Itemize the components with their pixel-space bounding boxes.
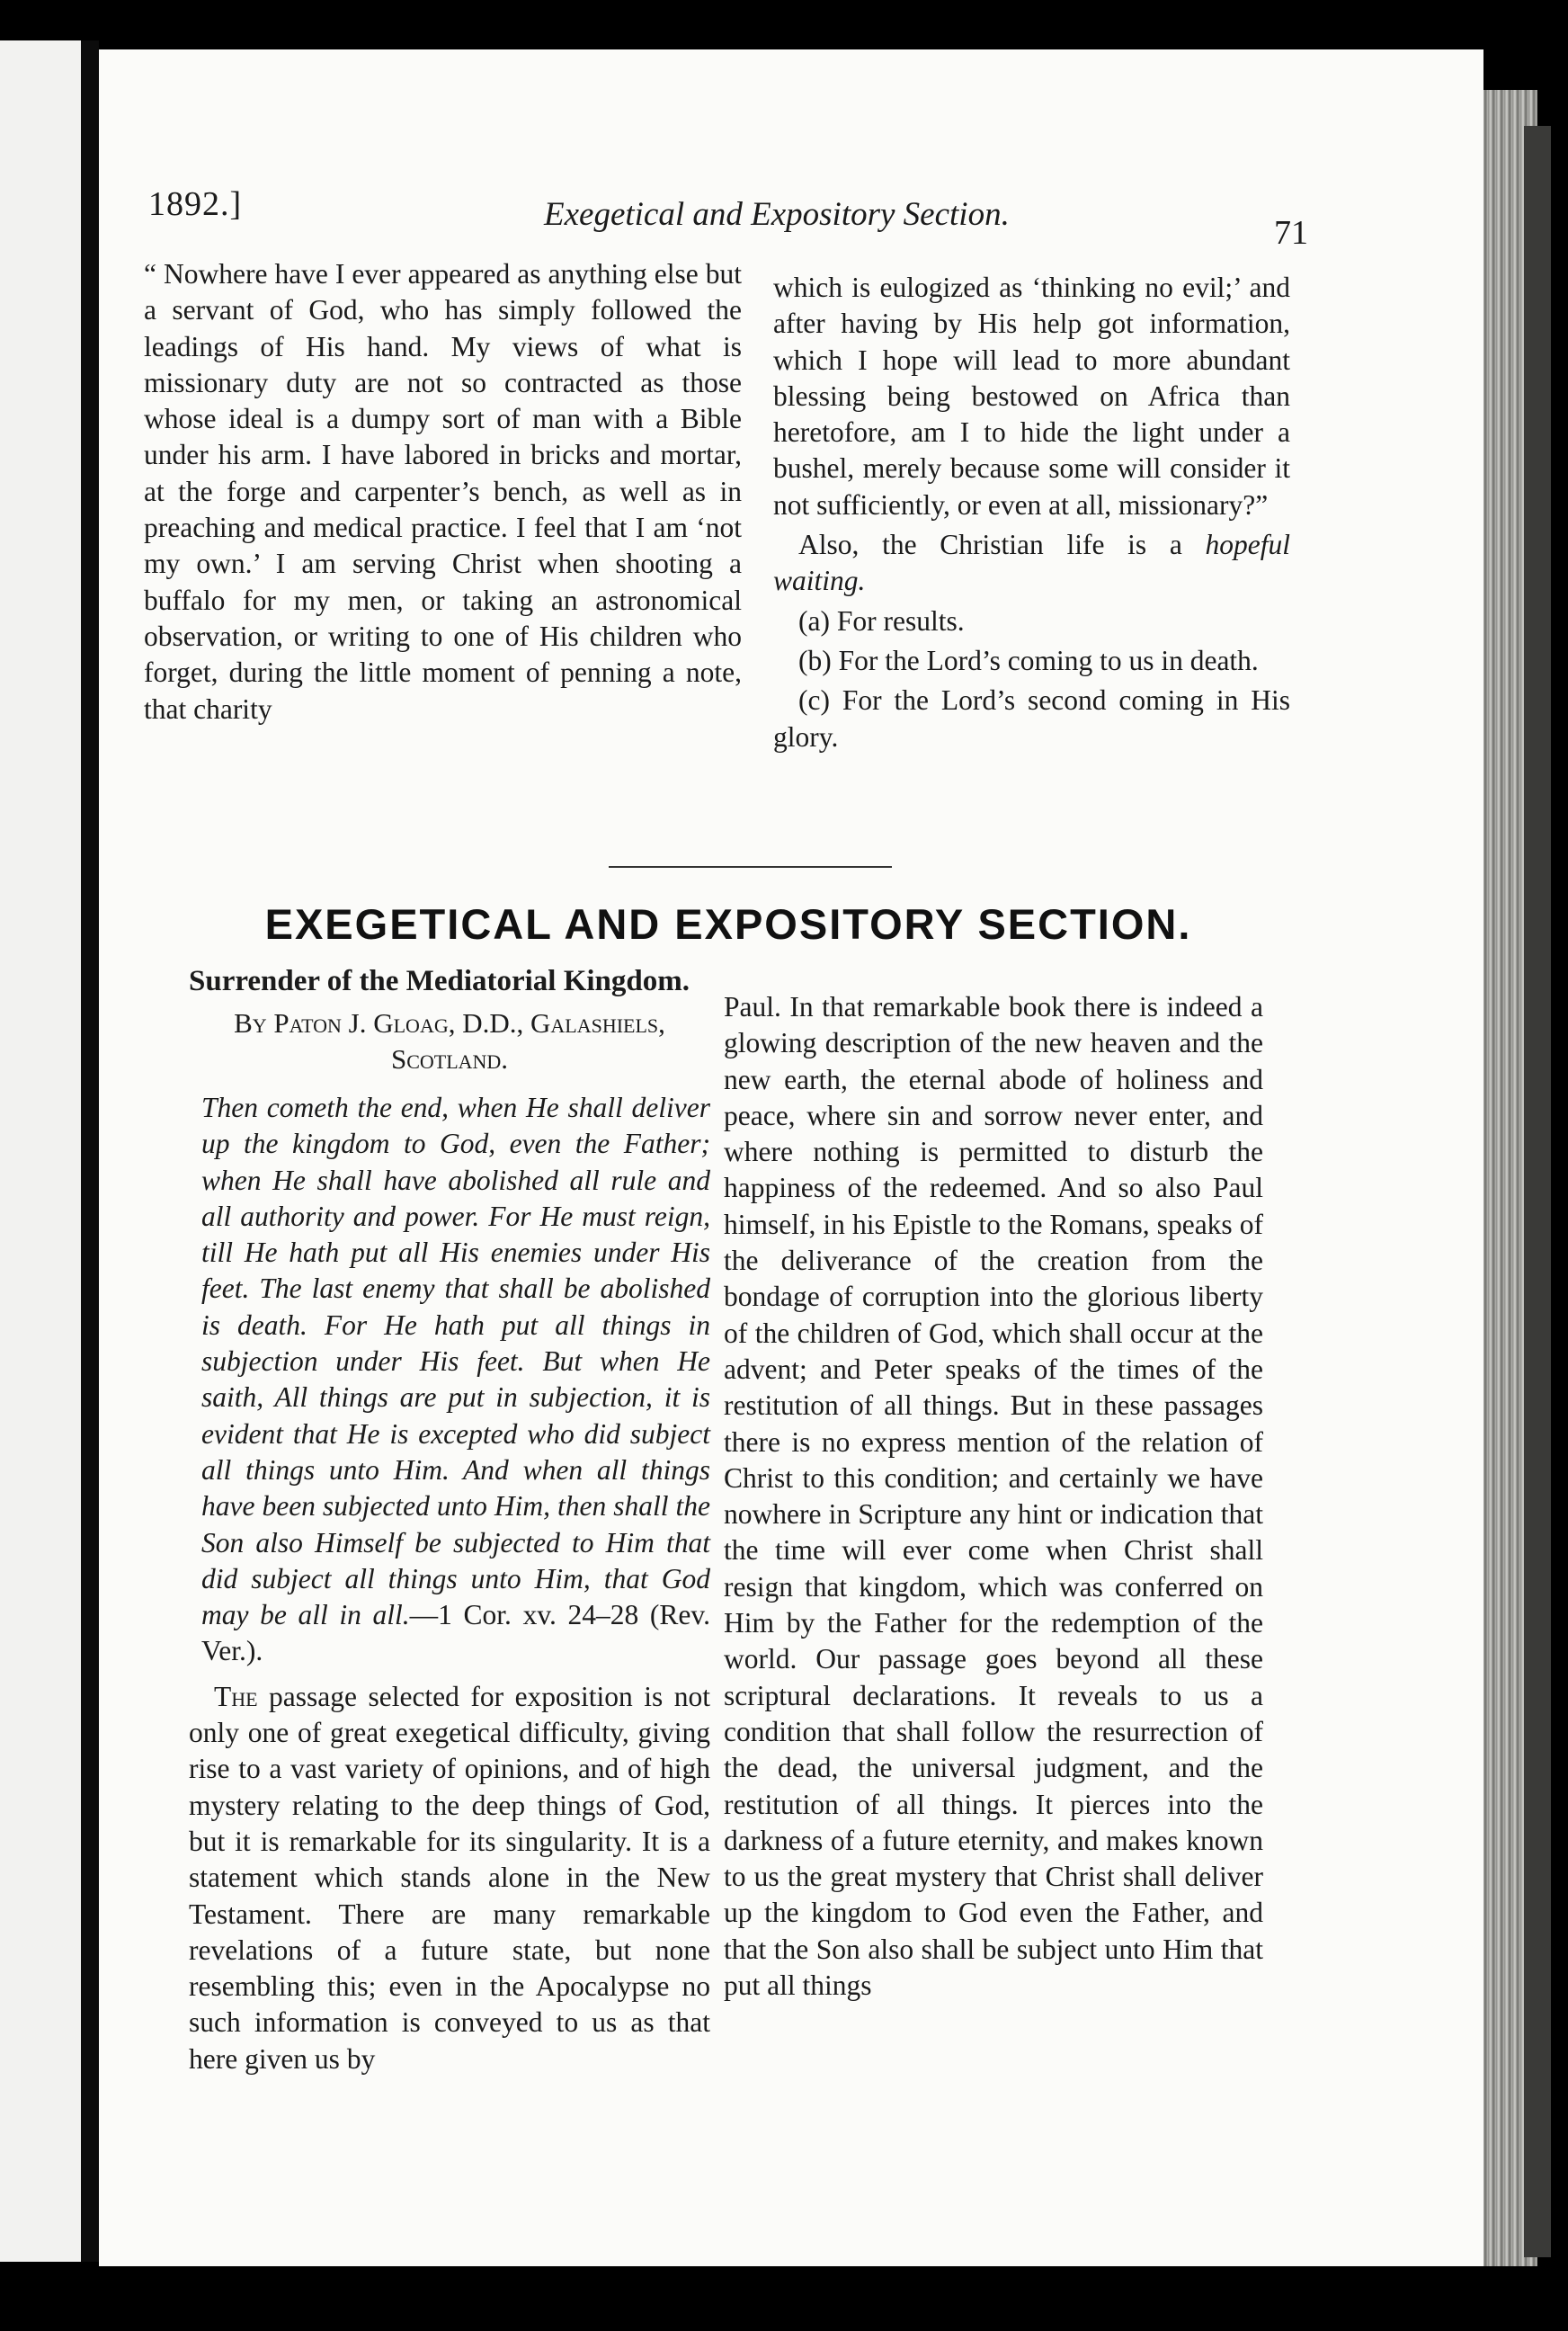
quote-paragraph: “ Nowhere have I ever appeared as anything else but a servant of God, who has simply followed the leadings of His hand. My views of what is missionary duty are not so contracted as those whose ideal is a dumpy sort of man with a Bible under his arm. I have labored in bricks and mortar, at the forge and carpenter’s bench, as well as in preaching and medical practice. I feel that I am ‘not my own.’ I am serving Christ when shooting a buffalo for my men, or taking an astronomical observation, or writing to one of His children who forget, during the little moment of penning a note, that charity (144, 258, 742, 725)
article-title: Surrender of the Mediatorial Kingdom. (189, 965, 690, 997)
hope-paragraph (773, 527, 1290, 600)
article-byline: By Paton J. Gloag, D.D., Galashiels, Scotland. (234, 1007, 665, 1075)
upper-right-column (773, 270, 1290, 759)
previous-page-edge (0, 40, 81, 2262)
running-section-title: Exegetical and Expository Section. (544, 196, 1010, 233)
list-item-c: (c) For the Lord’s second coming in His glory. (773, 684, 1290, 753)
scripture-epigraph (189, 1090, 710, 1670)
lower-right-column (724, 989, 1263, 2007)
quote-continuation: which is eulogized as ‘thinking no evil;’ and after having by His help got information, which I hope will lead to more abundant blessing being bestowed on Africa than heretofore, am I to hide the light under a bushel, merely because some will consider it not sufficiently, or even at all, missionary?” (773, 272, 1290, 521)
running-head (148, 175, 1308, 252)
upper-left-column (144, 256, 742, 731)
lower-left-column (189, 962, 710, 2081)
list-item-a: (a) For results. (798, 604, 965, 637)
list-item-b: (b) For the Lord’s coming to us in death. (798, 644, 1259, 676)
body-first-word: The (214, 1680, 258, 1712)
year-label: 1892.] (148, 185, 243, 223)
section-divider-rule (609, 866, 892, 868)
epigraph-text: Then cometh the end, when He shall deliver up the kingdom to God, even the Father; when He shall have abolished all rule and all authority and power. For He must reign, till He hath put all His enemies under His feet. The last enemy that shall be abolished is death. For He hath put all things in subjection under His feet. But when He saith, All things are put in subjection, it is evident that He is excepted who did subject all things unto Him. And when all things have been subjected unto Him, then shall the Son also Himself be subjected to Him that did subject all things unto Him, that God may be all in all. (201, 1092, 710, 1631)
hope-intro: Also, the Christian life is a (798, 529, 1182, 561)
epigraph-reference: —1 Cor. xv. 24–28 (Rev. Ver.). (201, 1599, 710, 1667)
body-left-text: passage selected for exposition is not only one of great exegetical difficulty, giving rise to a vast variety of opinions, and of high mystery relating to the deep things of God, but it is remarkable for its singularity. It is a statement which stands alone in the New Testament. There are many remarkable revelations of a future state, but none resembling this; even in the Apocalypse no such information is conveyed to us as that here given us by (189, 1680, 710, 2075)
binding-gutter (81, 40, 99, 2262)
body-continuation: Paul. In that remarkable book there is indeed a glowing description of the new heaven and the new earth, the eternal abode of holiness and peace, where sin and sorrow never enter, and where nothing is permitted to disturb the happiness of the redeemed. And so also Paul himself, in his Epistle to the Romans, speaks of the deliverance of the creation from the bondage of corruption into the glorious liberty of the children of God, which shall occur at the advent; and Peter speaks of the times of the restitution of all things. But in these passages there is no express mention of the relation of Christ to this condition; and certainly we have nowhere in Scripture any hint or indication that the time will ever come when Christ shall resign that kingdom, which was conferred on Him by the Father for the redemption of the world. Our passage goes beyond all these scriptural declarations. It reveals to us a condition that shall follow the resurrection of the dead, the universal judgment, and the restitution of all things. It pierces into the darkness of a future eternity, and makes known to us the great mystery that Christ shall deliver up the kingdom to God even the Father, and that the Son also shall be subject unto Him that put all things (724, 991, 1263, 2002)
body-paragraph (189, 1679, 710, 2077)
hope-emphasis: hopeful waiting. (773, 529, 1291, 597)
book-cover-edge (1524, 126, 1551, 2257)
page-number: 71 (1274, 214, 1308, 252)
section-title: EXEGETICAL AND EXPOSITORY SECTION. (264, 900, 1192, 948)
